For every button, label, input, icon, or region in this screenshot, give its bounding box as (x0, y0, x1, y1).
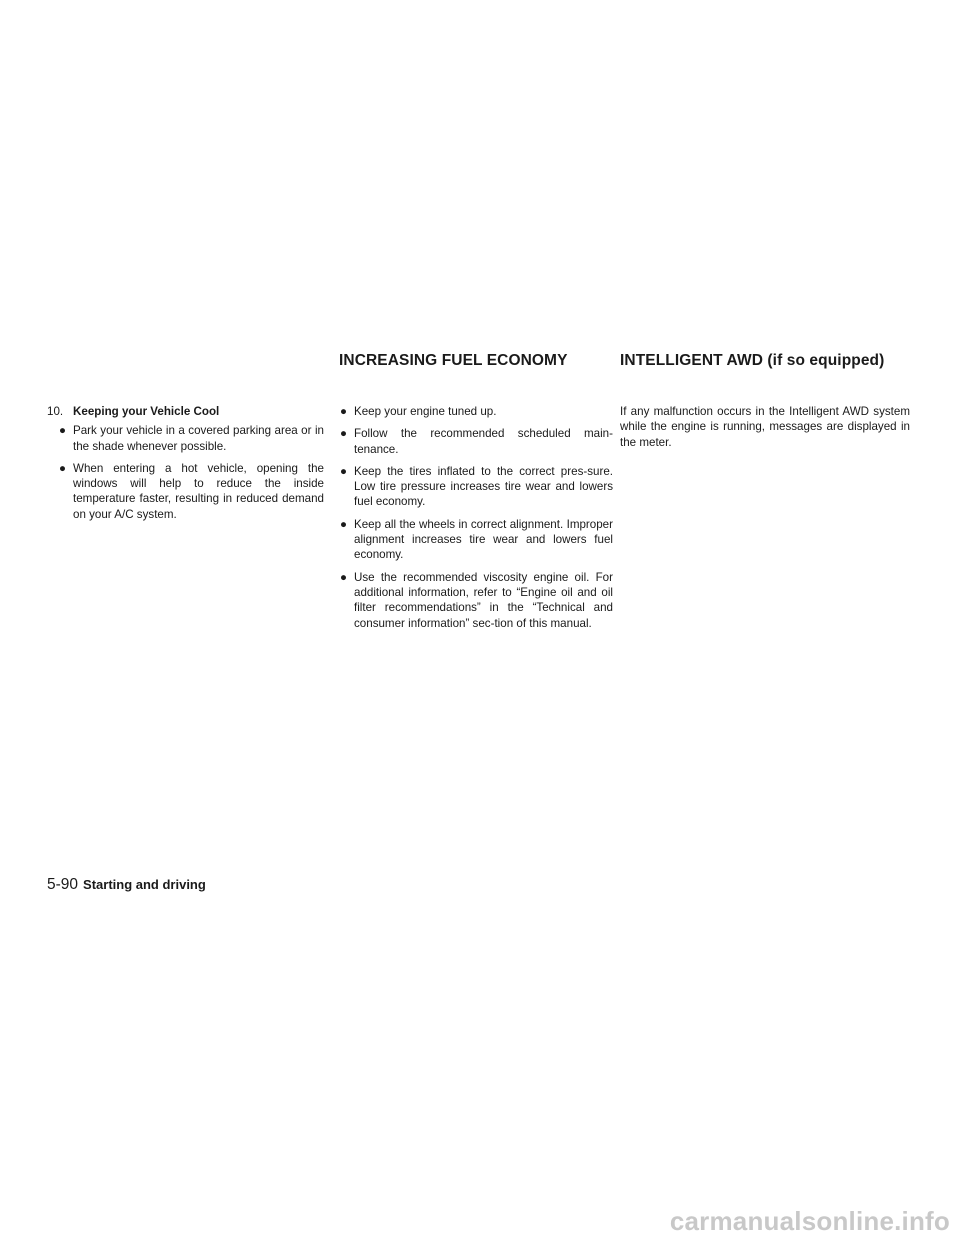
page-footer (47, 876, 206, 894)
cooling-bullet-list (59, 423, 324, 522)
bullet-icon: ● (340, 570, 348, 584)
bullet-icon: ● (340, 427, 348, 441)
bullet-text: Keep your engine tuned up. (354, 405, 497, 418)
bullet-text: When entering a hot vehicle, opening the windows will help to reduce the inside temperature faster, resulting in reduced demand on your A/C system. (73, 461, 324, 521)
section-heading-intelligent-awd: INTELLIGENT AWD (if so equipped) (620, 352, 885, 369)
list-item (340, 426, 613, 457)
section-heading-fuel-economy: INCREASING FUEL ECONOMY (339, 352, 568, 369)
section-name: Starting and driving (83, 877, 206, 892)
watermark-logo: carmanualsonline.info (669, 1206, 950, 1236)
bullet-text: Keep the tires inflated to the correct pres-sure. Low tire pressure increases tire wear and lowers fuel economy. (354, 464, 613, 509)
column-2 (340, 404, 613, 638)
column-1 (47, 404, 324, 529)
item-number: 10. (47, 405, 64, 418)
list-item (340, 570, 613, 631)
item-title: Keeping your Vehicle Cool (73, 405, 220, 418)
bullet-text: Park your vehicle in a covered parking area or in the shade whenever possible. (73, 424, 324, 453)
fuel-economy-bullet-list (340, 404, 613, 631)
bullet-icon: ● (340, 464, 348, 478)
bullet-icon: ● (340, 405, 348, 418)
bullet-icon: ● (59, 461, 67, 475)
list-item (340, 517, 613, 563)
bullet-icon: ● (340, 517, 348, 531)
bullet-text: Use the recommended viscosity engine oil. For additional information, refer to “Engine oil and oil filter recommendations” in the “Technical and consumer information” sec-tion of this manual. (354, 570, 613, 630)
bullet-text: Keep all the wheels in correct alignment. Improper alignment increases tire wear and lowers fuel economy. (354, 517, 613, 562)
list-item (340, 404, 613, 419)
numbered-item-10 (47, 404, 324, 419)
page-number: 5-90 (47, 876, 79, 893)
list-item (59, 423, 324, 454)
list-item (59, 461, 324, 522)
bullet-icon: ● (59, 424, 67, 438)
column-3 (620, 404, 910, 450)
awd-malfunction-paragraph: If any malfunction occurs in the Intelligent AWD system while the engine is running, messages are displayed in the meter. (620, 405, 910, 449)
bullet-text: Follow the recommended scheduled main-tenance. (354, 427, 613, 456)
list-item (340, 464, 613, 510)
